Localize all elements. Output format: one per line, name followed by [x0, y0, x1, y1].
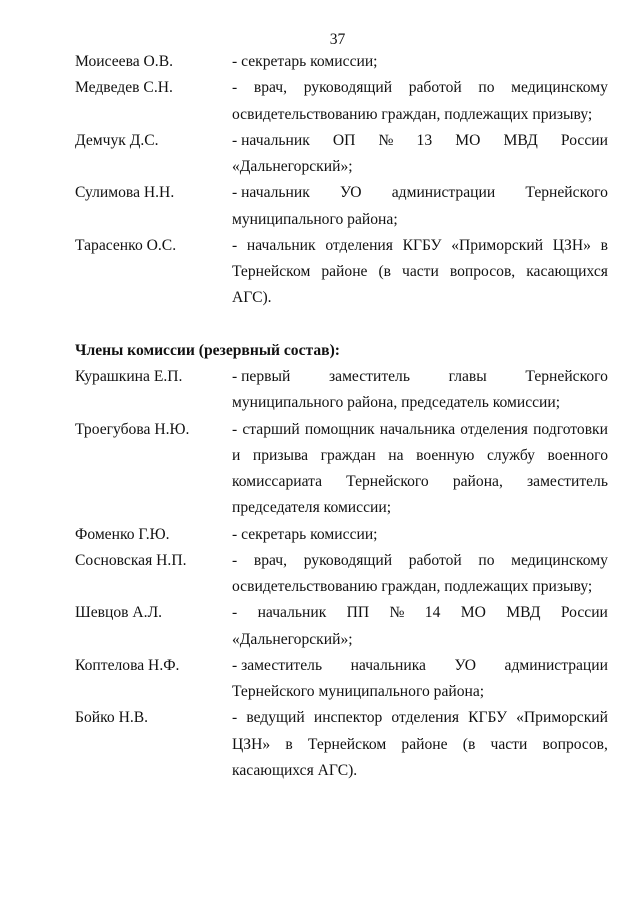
member-name: Троегубова Н.Ю.	[75, 420, 190, 438]
word: по	[478, 551, 495, 569]
duty-line: муниципального района, председатель комиссии;	[232, 394, 561, 412]
document-body	[75, 49, 608, 784]
word: граждан	[320, 446, 376, 464]
word: подготовки	[533, 420, 608, 438]
member-row	[75, 233, 608, 312]
word: №	[378, 131, 394, 149]
word: старший	[242, 420, 300, 438]
reserve-heading: Члены комиссии (резервный состав):	[75, 341, 340, 359]
word: районе	[401, 735, 448, 753]
word: в	[600, 236, 608, 254]
word: МВД	[506, 604, 541, 622]
word: - начальник	[232, 131, 310, 149]
word: России	[560, 131, 608, 149]
word: России	[560, 604, 608, 622]
word: -	[232, 236, 238, 254]
member-name: Демчук Д.С.	[75, 131, 159, 149]
word: Тернейского	[346, 473, 429, 490]
duty-line	[232, 443, 608, 469]
word: Тернейского	[525, 184, 608, 202]
duty-line: Тернейского муниципального района;	[232, 683, 485, 700]
word: службу	[486, 446, 535, 464]
member-duty	[232, 233, 608, 312]
word: 13	[416, 131, 433, 149]
member-name: Моисеева О.В.	[75, 53, 174, 70]
word: инспектор	[313, 709, 383, 727]
word: вопросов,	[449, 263, 516, 280]
member-name: Курашкина Е.П.	[75, 368, 183, 385]
member-row	[75, 49, 608, 75]
word: Тернейском	[232, 263, 311, 280]
duty-line	[232, 364, 608, 390]
word: (в	[462, 735, 476, 753]
word: - первый	[232, 368, 291, 385]
duty-line	[232, 417, 608, 443]
blank-line	[75, 312, 608, 338]
word: ОП	[332, 131, 356, 149]
member-name: Сосновская Н.П.	[75, 551, 187, 569]
word: врач,	[253, 551, 288, 569]
member-duty	[232, 548, 608, 601]
page-number: 37	[329, 31, 346, 48]
duty-line: касающихся АГС).	[232, 761, 358, 779]
word: медицинскому	[511, 551, 608, 569]
duty-line: АГС).	[232, 289, 272, 307]
reserve-members-list	[75, 364, 608, 784]
word: отделения	[391, 709, 460, 727]
word: (в	[378, 263, 392, 280]
duty-line	[232, 128, 608, 154]
member-duty	[232, 128, 608, 181]
duty-line	[232, 705, 608, 731]
word: начальника	[350, 656, 426, 674]
word: -	[232, 604, 238, 622]
member-duty	[232, 364, 608, 417]
duty-line	[232, 75, 608, 101]
word: - начальник	[232, 184, 310, 202]
word: касающихся	[526, 263, 608, 280]
word: и	[232, 446, 241, 464]
member-row	[75, 522, 608, 548]
word: работой	[408, 551, 462, 569]
word: главы	[448, 368, 487, 385]
word: МВД	[503, 131, 538, 149]
member-row	[75, 417, 608, 522]
word: врач,	[253, 79, 288, 97]
member-name: Сулимова Н.Н.	[75, 184, 175, 202]
member-row	[75, 180, 608, 233]
duty-line: «Дальнегорский»;	[232, 158, 353, 175]
duty-line	[232, 259, 608, 285]
word: комиссариата	[232, 473, 323, 490]
member-row	[75, 128, 608, 181]
member-duty	[232, 75, 608, 128]
member-duty	[232, 417, 608, 522]
word: помощник	[304, 420, 375, 438]
word: Тернейского	[525, 368, 608, 385]
word: 14	[424, 604, 441, 622]
duty-line	[232, 732, 608, 758]
word: медицинскому	[511, 79, 608, 97]
duty-line	[232, 600, 608, 626]
word: ЦЗН»	[232, 735, 271, 753]
member-duty	[232, 180, 608, 233]
word: в	[285, 735, 293, 753]
word: ЦЗН»	[552, 236, 591, 254]
duty-line	[232, 469, 608, 495]
word: руководящий	[303, 551, 393, 569]
member-name: Шевцов А.Л.	[75, 604, 163, 622]
duty-line: освидетельствованию граждан, подлежащих призыву;	[232, 105, 593, 123]
member-name: Коптелова Н.Ф.	[75, 656, 180, 674]
member-duty	[232, 522, 608, 548]
word: -	[232, 551, 238, 569]
duty-line	[232, 233, 608, 259]
member-duty	[232, 705, 608, 784]
word: по	[478, 79, 495, 97]
member-duty	[232, 653, 608, 706]
word: УО	[454, 656, 477, 674]
duty-line: «Дальнегорский»;	[232, 630, 353, 648]
word: КГБУ	[402, 236, 442, 254]
word: МО	[460, 604, 486, 622]
word: части	[402, 263, 439, 280]
word: части	[490, 735, 528, 753]
member-name: Бойко Н.В.	[75, 709, 149, 727]
word: начальник	[257, 604, 327, 622]
word: МО	[455, 131, 481, 149]
word: отделения	[460, 420, 528, 438]
duty-line: - секретарь комиссии;	[232, 525, 378, 543]
word: вопросов,	[542, 735, 608, 753]
member-name: Тарасенко О.С.	[75, 236, 177, 254]
duty-line	[232, 653, 608, 679]
member-duty	[232, 49, 608, 75]
member-row	[75, 75, 608, 128]
members-list	[75, 49, 608, 312]
word: военного	[547, 446, 608, 464]
word: администрации	[391, 184, 496, 202]
duty-line: председателя комиссии;	[232, 499, 392, 517]
word: УО	[340, 184, 362, 202]
duty-line: муниципального района;	[232, 210, 398, 228]
word: ПП	[346, 604, 370, 622]
member-row	[75, 705, 608, 784]
word: района,	[452, 473, 503, 490]
word: ведущий	[246, 709, 305, 727]
duty-line: освидетельствованию граждан, подлежащих призыву;	[232, 578, 593, 595]
member-row	[75, 364, 608, 417]
word: призыва	[252, 446, 309, 464]
word: работой	[408, 79, 462, 97]
word: отделения	[325, 236, 393, 254]
word: на	[388, 446, 404, 464]
word: военную	[416, 446, 475, 464]
word: Тернейском	[307, 735, 387, 753]
word: «Приморский	[516, 709, 608, 727]
word: -	[232, 709, 238, 727]
member-name: Фоменко Г.Ю.	[75, 525, 170, 543]
word: администрации	[504, 656, 608, 674]
word: КГБУ	[468, 709, 508, 727]
member-row	[75, 653, 608, 706]
word: заместитель	[328, 368, 410, 385]
word: заместитель	[526, 473, 608, 490]
word: руководящий	[303, 79, 393, 97]
word: - заместитель	[232, 656, 323, 674]
duty-line: - секретарь комиссии;	[232, 53, 378, 70]
member-duty	[232, 600, 608, 653]
member-row	[75, 548, 608, 601]
word: №	[389, 604, 405, 622]
member-row	[75, 600, 608, 653]
word: -	[232, 79, 238, 97]
word: начальник	[246, 236, 316, 254]
word: районе	[321, 263, 368, 280]
duty-line	[232, 180, 608, 206]
member-name: Медведев С.Н.	[75, 79, 173, 97]
word: начальника	[379, 420, 456, 438]
word: -	[232, 420, 238, 438]
word: «Приморский	[451, 236, 544, 254]
duty-line	[232, 548, 608, 574]
